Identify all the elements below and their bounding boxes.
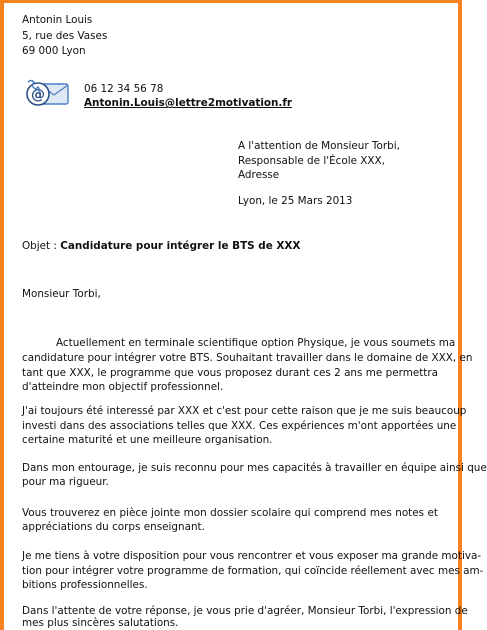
paragraph-line: certaine maturité et une meilleure organisation. bbox=[22, 434, 273, 446]
recipient-line-3: Adresse bbox=[238, 169, 280, 181]
subject-line bbox=[22, 240, 300, 253]
paragraph-line: mes plus sincères salutations. bbox=[22, 617, 179, 629]
paragraph-line: tion pour intégrer votre programme de formation, qui coïncide réellement avec mes am- bbox=[22, 565, 484, 577]
sender-phone: 06 12 34 56 78 bbox=[84, 83, 164, 95]
paragraph-line: Actuellement en terminale scientifique option Physique, je vous soumets ma bbox=[56, 337, 456, 349]
paragraph-line: candidature pour intégrer votre BTS. Souhaitant travailler dans le domaine de XXX, en bbox=[22, 352, 473, 364]
paragraph-line: bitions professionnelles. bbox=[22, 579, 148, 591]
svg-text:@: @ bbox=[31, 87, 45, 103]
sender-city: 69 000 Lyon bbox=[22, 45, 86, 57]
letter-date: Lyon, le 25 Mars 2013 bbox=[238, 195, 353, 207]
paragraph-line: tant que XXX, le programme que vous proposez durant ces 2 ans me permettra bbox=[22, 367, 438, 379]
recipient-line-1: A l'attention de Monsieur Torbi, bbox=[238, 140, 400, 152]
paragraph-line: investi dans des associations telles que XXX. Ces expériences m'ont apportées une bbox=[22, 420, 457, 432]
salutation: Monsieur Torbi, bbox=[22, 288, 101, 300]
paragraph-line: Dans l'attente de votre réponse, je vous prie d'agréer, Monsieur Torbi, l'expression de bbox=[22, 605, 468, 617]
sender-street: 5, rue des Vases bbox=[22, 30, 108, 42]
subject-text: Candidature pour intégrer le BTS de XXX bbox=[60, 240, 301, 252]
paragraph-line: Je me tiens à votre disposition pour vous rencontrer et vous exposer ma grande motiva- bbox=[22, 550, 482, 562]
paragraph-line: Dans mon entourage, je suis reconnu pour mes capacités à travailler en équipe ainsi que bbox=[22, 462, 487, 474]
subject-label: Objet : bbox=[22, 240, 57, 252]
sender-name: Antonin Louis bbox=[22, 14, 93, 26]
paragraph-line: Vous trouverez en pièce jointe mon dossier scolaire qui comprend mes notes et bbox=[22, 507, 438, 519]
paragraph-line: J'ai toujours été interessé par XXX et c'est pour cette raison que je me suis beaucoup bbox=[22, 405, 467, 417]
recipient-line-2: Responsable de l'École XXX, bbox=[238, 155, 385, 167]
sender-email-link[interactable]: Antonin.Louis@lettre2motivation.fr bbox=[84, 97, 293, 109]
contact-icon bbox=[26, 78, 70, 110]
paragraph-line: appréciations du corps enseignant. bbox=[22, 521, 205, 533]
paragraph-line: pour ma rigueur. bbox=[22, 476, 109, 488]
paragraph-line: d'atteindre mon objectif professionnel. bbox=[22, 381, 224, 393]
